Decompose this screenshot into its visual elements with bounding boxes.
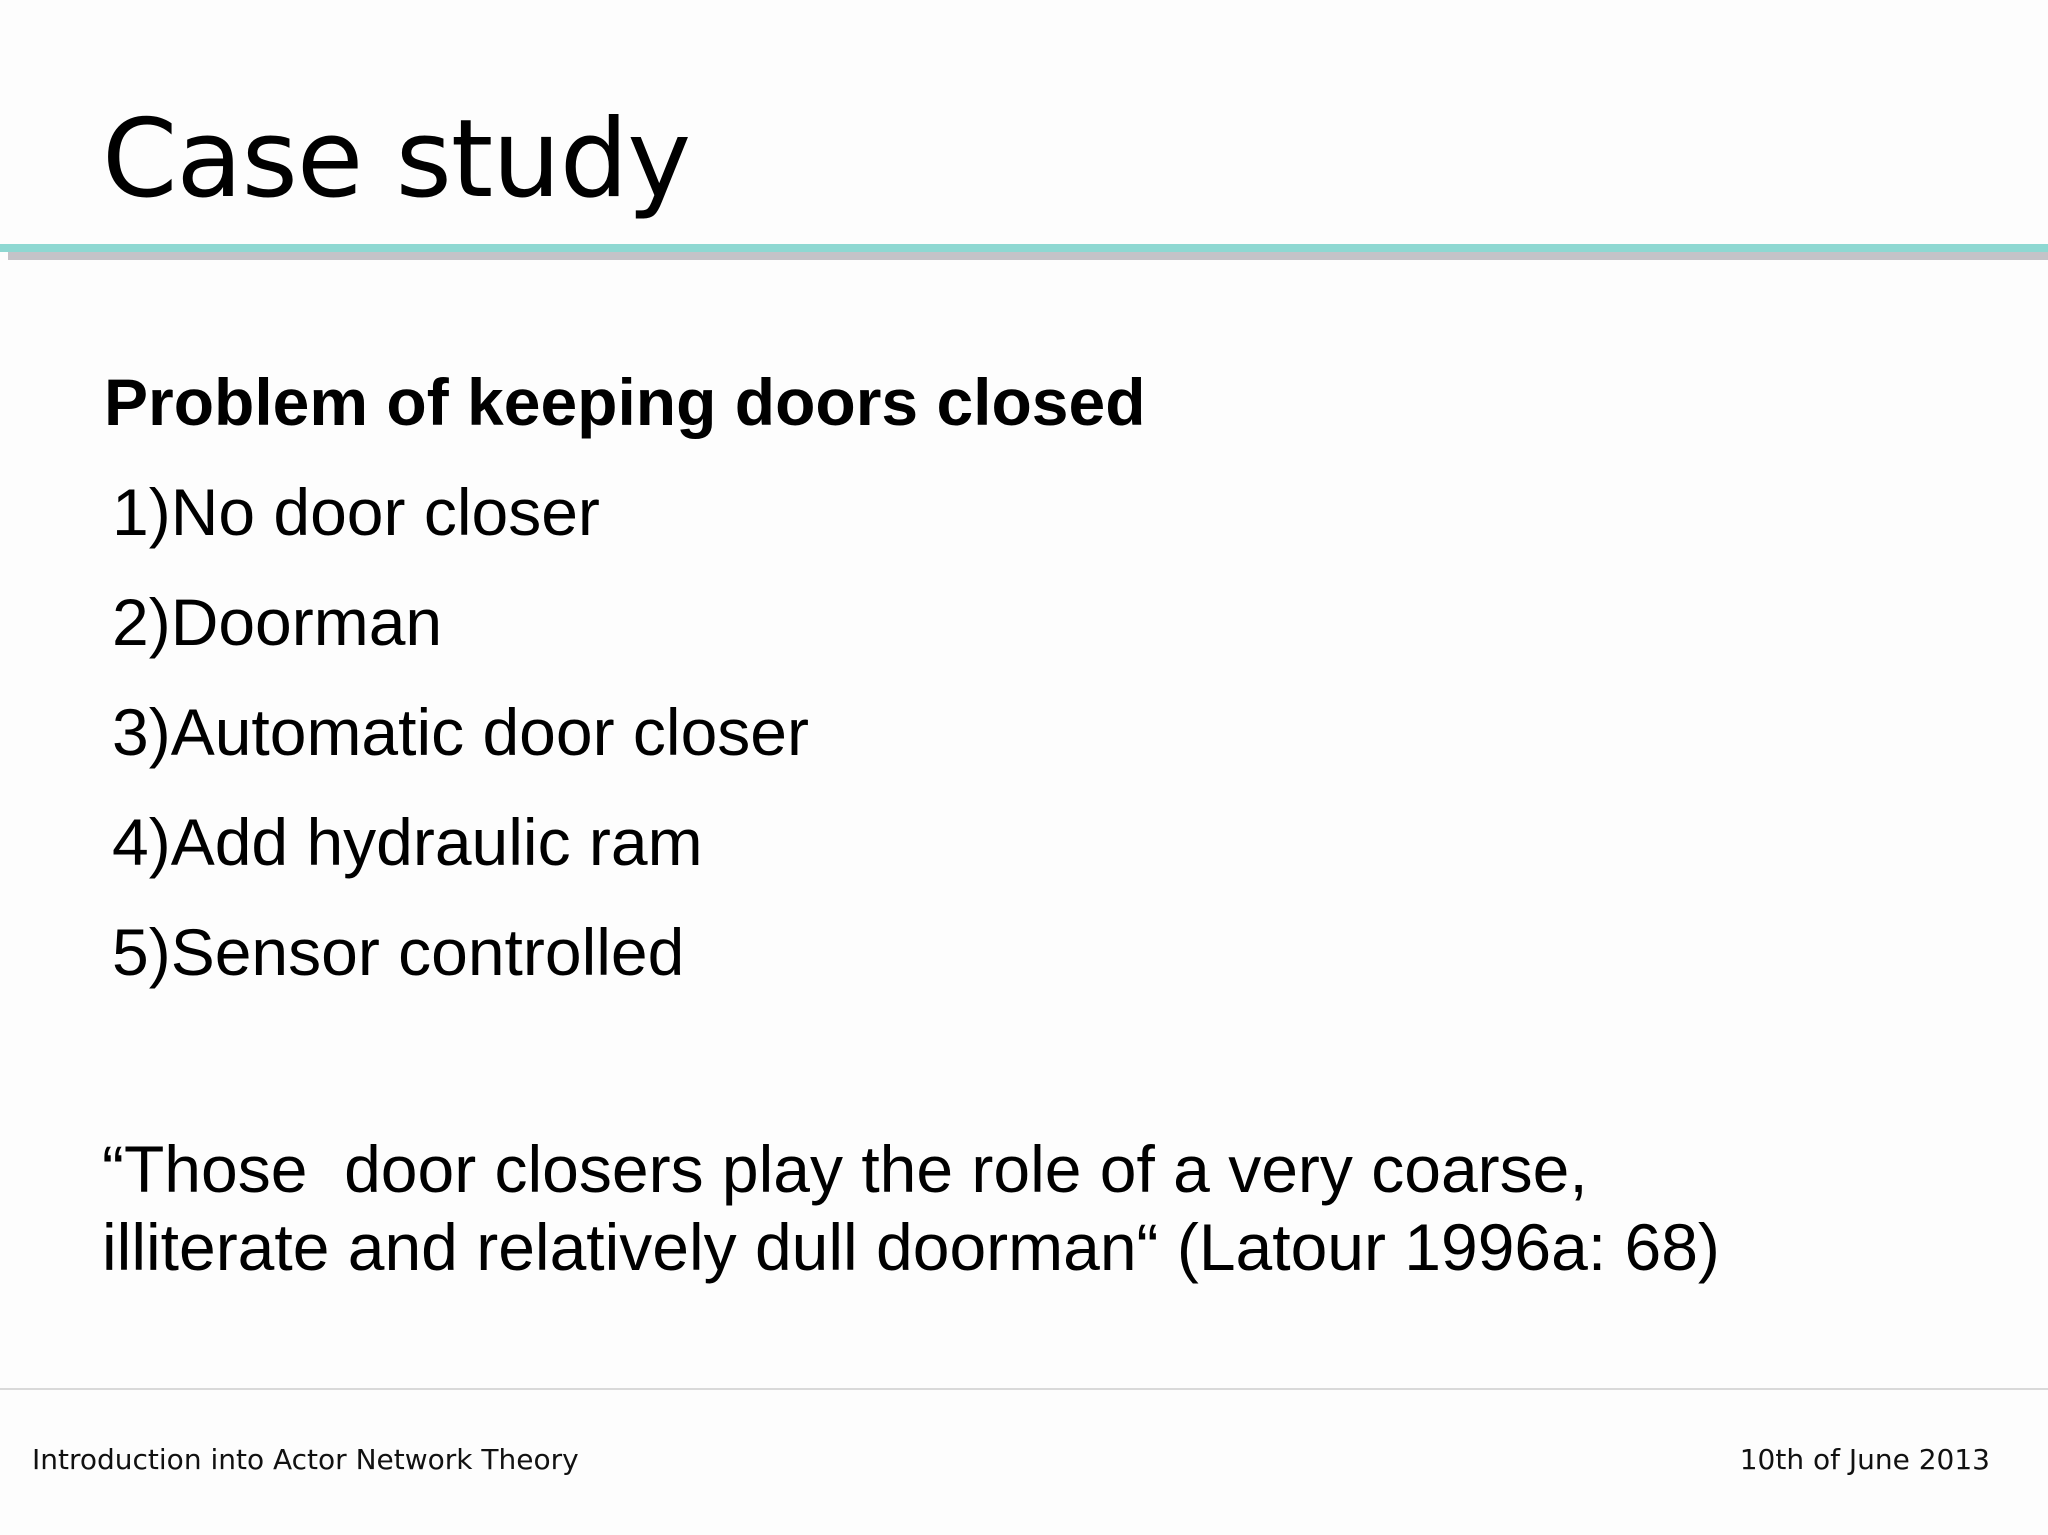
list-item-number: 3) bbox=[112, 695, 171, 769]
slide-content bbox=[104, 350, 1944, 1022]
list-item bbox=[112, 582, 1944, 692]
list-item-text: Automatic door closer bbox=[170, 695, 809, 769]
list-item-text: Sensor controlled bbox=[170, 915, 685, 989]
footer-date: 10th of June 2013 bbox=[1739, 1443, 1990, 1476]
quote-line-1: “Those door closers play the role of a very coarse, bbox=[102, 1132, 1588, 1206]
list-item bbox=[112, 802, 1944, 912]
section-heading: Problem of keeping doors closed bbox=[104, 365, 1146, 439]
footer-divider bbox=[0, 1388, 2048, 1390]
list-item-text: Add hydraulic ram bbox=[170, 805, 703, 879]
steps-list bbox=[104, 472, 1944, 1022]
list-item bbox=[112, 692, 1944, 802]
list-item-text: Doorman bbox=[170, 585, 443, 659]
list-item-number: 1) bbox=[112, 475, 171, 549]
list-item-number: 2) bbox=[112, 585, 171, 659]
slide-title: Case study bbox=[102, 97, 691, 222]
quote-block bbox=[102, 1130, 1952, 1286]
list-item bbox=[112, 912, 1944, 1022]
list-item-number: 5) bbox=[112, 915, 171, 989]
list-item-text: No door closer bbox=[170, 475, 600, 549]
quote-line-2: illiterate and relatively dull doorman“ (Latour 1996a: 68) bbox=[102, 1210, 1720, 1284]
footer-presentation-title: Introduction into Actor Network Theory bbox=[32, 1443, 579, 1476]
list-item bbox=[112, 472, 1944, 582]
list-item-number: 4) bbox=[112, 805, 171, 879]
title-accent-rule bbox=[0, 244, 2048, 252]
title-shadow-rule bbox=[8, 252, 2048, 260]
